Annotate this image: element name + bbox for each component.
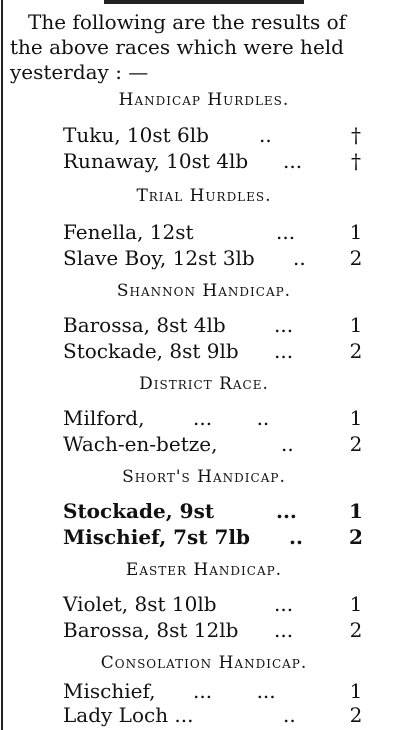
horse-name: Tuku, 10st 6lb — [63, 123, 209, 147]
intro-paragraph — [10, 10, 408, 85]
result-row — [63, 678, 408, 704]
result-row — [63, 702, 408, 728]
horse-name: Violet, 8st 10lb — [63, 592, 217, 616]
header-rule — [104, 0, 304, 4]
placing: 2 — [349, 618, 363, 642]
leader-dots: ... ... — [193, 679, 276, 703]
leader-dots: .. — [283, 703, 296, 727]
leader-dots: .. — [293, 246, 306, 270]
result-row — [63, 245, 408, 271]
horse-name: Stockade, 9st — [63, 499, 215, 523]
placing: † — [351, 123, 361, 147]
horse-name: Lady Loch ... — [63, 703, 194, 727]
placing: 1 — [349, 499, 363, 523]
race-heading: Consolation Handicap. — [100, 653, 308, 673]
result-row — [63, 498, 408, 524]
placing: † — [351, 149, 361, 173]
race-heading: District Race. — [139, 374, 269, 394]
result-row — [63, 431, 408, 457]
horse-name: Mischief, — [63, 679, 156, 703]
placing: 2 — [349, 525, 363, 549]
horse-name: Wach-en-betze, — [63, 432, 218, 456]
leader-dots: ... — [274, 339, 294, 363]
placing: 2 — [349, 339, 363, 363]
result-row — [63, 122, 408, 148]
leader-dots: ... — [274, 592, 294, 616]
race-heading: Short's Handicap. — [122, 467, 286, 487]
placing: 1 — [349, 406, 363, 430]
placing: 1 — [349, 313, 363, 337]
horse-name: Stockade, 8st 9lb — [63, 339, 239, 363]
result-row — [63, 338, 408, 364]
leader-dots: ... — [274, 313, 294, 337]
leader-dots: ... .. — [193, 406, 270, 430]
result-row — [63, 312, 408, 338]
horse-name: Barossa, 8st 4lb — [63, 313, 226, 337]
result-row — [63, 617, 408, 643]
placing: 2 — [349, 703, 363, 727]
horse-name: Runaway, 10st 4lb — [63, 149, 249, 173]
race-heading: Trial Hurdles. — [136, 186, 272, 206]
placing: 1 — [349, 679, 363, 703]
race-heading: Shannon Handicap. — [116, 281, 292, 301]
horse-name: Milford, — [63, 406, 145, 430]
leader-dots: ... — [283, 149, 303, 173]
leader-dots: .. — [289, 525, 303, 549]
race-heading: Handicap Hurdles. — [118, 90, 290, 110]
result-row — [63, 524, 408, 550]
leader-dots: .. — [281, 432, 294, 456]
leader-dots: ... — [274, 618, 294, 642]
horse-name: Slave Boy, 12st 3lb — [63, 246, 255, 270]
race-heading: Easter Handicap. — [125, 560, 283, 580]
leader-dots: .. — [259, 123, 272, 147]
horse-name: Barossa, 8st 12lb — [63, 618, 239, 642]
leader-dots: ... — [276, 499, 297, 523]
intro-line: the above races which were held — [10, 35, 344, 59]
horse-name: Fenella, 12st — [63, 220, 194, 244]
intro-line: yesterday : — — [10, 60, 149, 84]
placing: 1 — [349, 220, 363, 244]
placing: 1 — [349, 592, 363, 616]
result-row — [63, 219, 408, 245]
result-row — [63, 591, 408, 617]
result-row — [63, 148, 408, 174]
placing: 2 — [349, 432, 363, 456]
horse-name: Mischief, 7st 7lb — [63, 525, 251, 549]
leader-dots: ... — [276, 220, 296, 244]
placing: 2 — [349, 246, 363, 270]
result-row — [63, 405, 408, 431]
intro-line: The following are the results of — [28, 10, 347, 34]
